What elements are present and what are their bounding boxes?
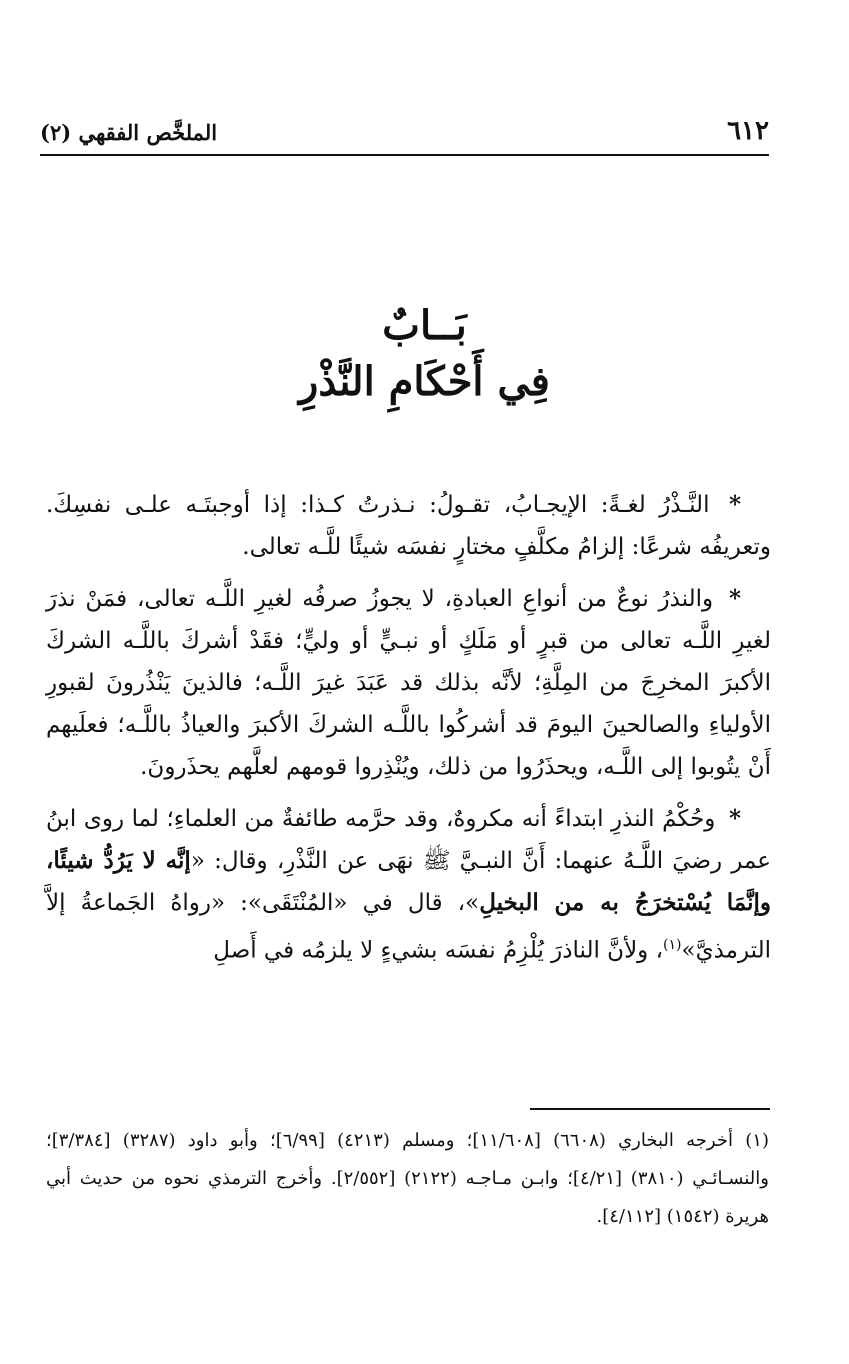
paragraph-text: والنذرُ نوعٌ من أنواعِ العبادةِ، لا يجوزُ صرفُه لغيرِ اللَّـه تعالى، فمَنْ نذرَ لغيرِ اللَّـه تعالى من قبرٍ أو مَلَكٍ أو نبـيٍّ أو وليٍّ؛ فقَدْ أشركَ باللَّـه الشركَ الأكبرَ المخرِجَ من المِلَّةِ؛ لأنَّه بذلك قد عَبَدَ غيرَ اللَّـه؛ فالذينَ يَنْذُرونَ لقبورِ الأولياءِ والصالحينَ اليومَ قد أشركُوا باللَّـه الشركَ الأكبرَ والعياذُ باللَّـه؛ فعلَيهم أَنْ يتُوبوا إلى اللَّـه، ويحذَرُوا من ذلك، ويُنْذِروا قومهم لعلَّهم يحذَرونَ. <box>46 586 771 780</box>
running-title: الملخَّص الفقهي (٢) <box>40 120 218 145</box>
chapter-title: فِي أَحْكَامِ النَّذْرِ <box>299 358 550 405</box>
paragraph-definition <box>46 484 771 568</box>
paragraph-bullet: * <box>728 585 741 612</box>
paragraph-bullet: * <box>728 805 741 832</box>
paragraph-text-after: ، ولأنَّ الناذرَ يُلْزِمُ نفسَه بشيءٍ لا يلزمُه في أَصلِ <box>213 937 664 964</box>
paragraph-worship <box>46 578 771 788</box>
paragraph-text-before: وحُكْمُ النذرِ ابتداءً أنه مكروهٌ، وقد حرَّمه طائفةٌ من العلماءِ؛ لما روى ابنُ عمر رضيَ اللَّـهُ عنهما: أَنَّ النبـيَّ ﷺ نهَى عن النَّذْرِ، وقال: « <box>46 806 771 874</box>
hadith-quote: إنَّه لا يَرُدُّ شيئًا، وإنَّمَا يُسْتخرَجُ به من البخيلِ <box>46 847 771 916</box>
page-header <box>40 116 769 156</box>
paragraph-text-middle: »، قال في «المُنْتَقَى»: «رواهُ الجَماعةُ إلاَّ الترمذيَّ» <box>46 890 771 964</box>
chapter-heading <box>0 300 849 412</box>
body-text <box>46 484 771 982</box>
paragraph-ruling <box>46 798 771 972</box>
footnote-separator <box>530 1108 770 1110</box>
paragraph-text: النَّـذْرُ لغـةً: الإيجـابُ، تقـولُ: نـذرتُ كـذا: إذا أوجبتَـه علـى نفسِكَ. وتعريفُه شرعًا: إلزامُ مكلَّفٍ مختارٍ نفسَه شيئًا للَّـه تعالى. <box>46 492 771 560</box>
footnote-reference[interactable]: (١) <box>663 937 682 953</box>
footnote-item: (١) أخرجه البخاري (٦٦٠٨) [١١/٦٠٨]؛ ومسلم (٤٢١٣) [٦/٩٩]؛ وأبو داود (٣٢٨٧) [٣/٣٨٤]؛ والنسـائـي (٣٨١٠) [٤/٢١]؛ وابـن مـاجـه (٢١٢٢) [٢/٥٥٢]. وأخرج الترمذي نحوه من حديث أبي هريرة (١٥٤٢) [٤/١١٢]. <box>46 1130 769 1227</box>
paragraph-bullet: * <box>728 491 742 518</box>
footnotes <box>46 1122 769 1236</box>
chapter-label: بَــابٌ <box>382 302 467 349</box>
page-number: ٦١٢ <box>727 116 769 146</box>
